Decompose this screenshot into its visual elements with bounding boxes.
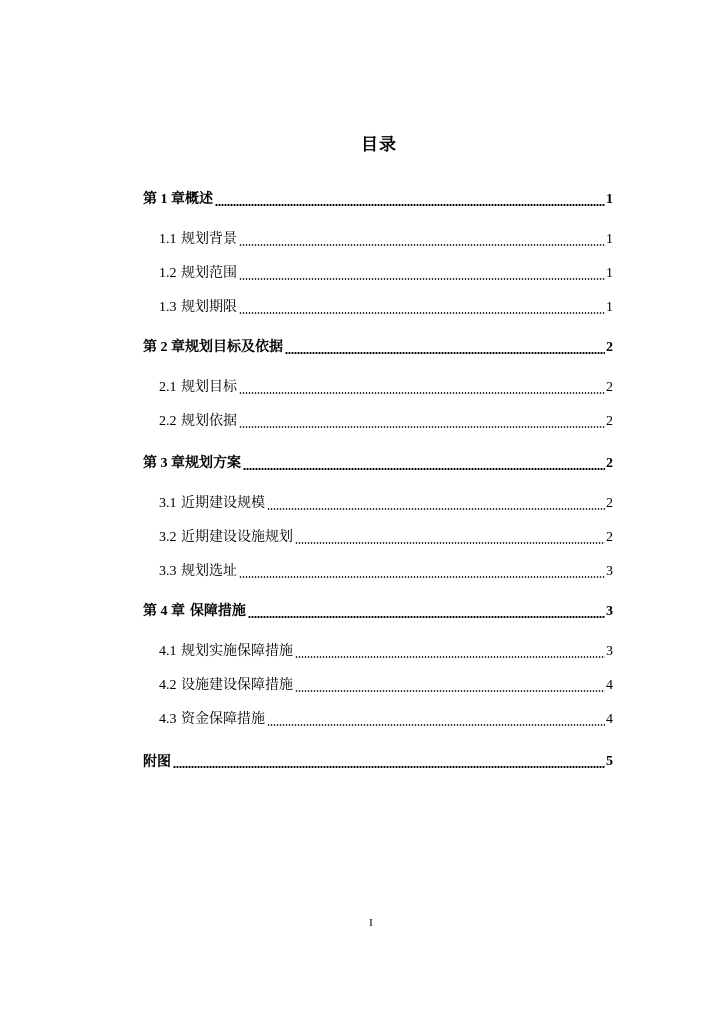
toc-entry-text: 规划目标及依据 bbox=[185, 339, 283, 355]
dot-leader bbox=[248, 616, 605, 618]
toc-entry-label bbox=[143, 453, 242, 474]
toc-entry-label bbox=[159, 561, 238, 582]
toc-entry-number: 2.1 bbox=[159, 380, 177, 395]
toc-entry-text: 资金保障措施 bbox=[180, 711, 265, 727]
toc-entry-label bbox=[159, 411, 238, 432]
toc-entry-chapter-4[interactable] bbox=[143, 598, 613, 622]
toc-entry-label bbox=[143, 189, 214, 210]
toc-entry-chapter-3[interactable] bbox=[143, 450, 613, 474]
toc-entry-label bbox=[159, 527, 294, 548]
toc-entry-number: 4.1 bbox=[159, 644, 177, 659]
toc-entry-page: 2 bbox=[606, 414, 613, 429]
toc-entry-page: 1 bbox=[606, 266, 613, 281]
toc-entry-label bbox=[159, 675, 294, 696]
toc-entry-section-4-3[interactable] bbox=[159, 706, 613, 730]
dot-leader bbox=[243, 468, 605, 470]
dot-leader bbox=[239, 426, 605, 428]
toc-entry-number: 4.3 bbox=[159, 712, 177, 727]
toc-entry-label bbox=[159, 297, 238, 318]
toc-entry-label bbox=[143, 601, 247, 622]
toc-entry-page: 1 bbox=[606, 192, 613, 207]
toc-entry-chapter-2[interactable] bbox=[143, 334, 613, 358]
toc-entry-section-3-3[interactable] bbox=[159, 558, 613, 582]
toc-entry-text: 规划选址 bbox=[180, 563, 237, 579]
toc-entry-appendix[interactable] bbox=[143, 748, 613, 772]
toc-entry-section-2-1[interactable] bbox=[159, 374, 613, 398]
toc-entry-text: 近期建设设施规划 bbox=[180, 529, 293, 545]
toc-entry-page: 3 bbox=[606, 564, 613, 579]
toc-entry-page: 4 bbox=[606, 712, 613, 727]
toc-entry-section-1-3[interactable] bbox=[159, 294, 613, 318]
toc-entry-label bbox=[159, 493, 266, 514]
toc-entry-chapter-1[interactable] bbox=[143, 186, 613, 210]
toc-entry-number: 第 1 章 bbox=[143, 192, 185, 207]
dot-leader bbox=[285, 352, 605, 354]
toc-entry-text: 规划方案 bbox=[185, 455, 241, 471]
toc-entry-text: 规划背景 bbox=[180, 231, 237, 247]
toc-entry-section-1-1[interactable] bbox=[159, 226, 613, 250]
toc-entry-number: 3.3 bbox=[159, 564, 177, 579]
toc-entry-page: 5 bbox=[606, 754, 613, 769]
dot-leader bbox=[239, 312, 605, 314]
toc-entry-page: 2 bbox=[606, 530, 613, 545]
toc-entry-text: 近期建设规模 bbox=[180, 495, 265, 511]
toc-entry-text: 规划实施保障措施 bbox=[180, 643, 293, 659]
page-number-footer: I bbox=[369, 917, 373, 929]
toc-entry-label bbox=[143, 337, 284, 358]
toc-entry-section-1-2[interactable] bbox=[159, 260, 613, 284]
toc-entry-text: 附图 bbox=[143, 754, 171, 770]
toc-entry-page: 2 bbox=[606, 380, 613, 395]
dot-leader bbox=[295, 690, 605, 692]
toc-entry-text: 规划期限 bbox=[180, 299, 237, 315]
toc-entry-label bbox=[159, 641, 294, 662]
toc-entry-section-4-2[interactable] bbox=[159, 672, 613, 696]
toc-entry-page: 2 bbox=[606, 456, 613, 471]
toc-entry-number: 4.2 bbox=[159, 678, 177, 693]
toc-entry-text: 规划范围 bbox=[180, 265, 237, 281]
toc-entry-text: 保障措施 bbox=[185, 603, 246, 619]
dot-leader bbox=[173, 766, 605, 768]
dot-leader bbox=[295, 656, 605, 658]
toc-entry-page: 1 bbox=[606, 232, 613, 247]
toc-entry-number: 第 3 章 bbox=[143, 456, 185, 471]
toc-entry-page: 2 bbox=[606, 340, 613, 355]
toc-entry-label bbox=[159, 709, 266, 730]
dot-leader bbox=[215, 204, 605, 206]
toc-entry-text: 规划目标 bbox=[180, 379, 237, 395]
toc-entry-label bbox=[159, 263, 238, 284]
toc-entry-page: 3 bbox=[606, 644, 613, 659]
toc-entry-page: 3 bbox=[606, 604, 613, 619]
toc-entry-section-3-2[interactable] bbox=[159, 524, 613, 548]
toc-entry-page: 2 bbox=[606, 496, 613, 511]
dot-leader bbox=[267, 724, 605, 726]
toc-entry-section-3-1[interactable] bbox=[159, 490, 613, 514]
dot-leader bbox=[267, 508, 605, 510]
toc-entry-section-4-1[interactable] bbox=[159, 638, 613, 662]
dot-leader bbox=[295, 542, 605, 544]
toc-entry-number: 1.1 bbox=[159, 232, 177, 247]
toc-entry-number: 1.3 bbox=[159, 300, 177, 315]
toc-entry-label bbox=[143, 752, 172, 772]
toc-entry-number: 3.1 bbox=[159, 496, 177, 511]
toc-entry-number: 第 4 章 bbox=[143, 604, 185, 619]
toc-entry-number: 1.2 bbox=[159, 266, 177, 281]
toc-title: 目录 bbox=[361, 135, 397, 155]
toc-entry-text: 规划依据 bbox=[180, 413, 237, 429]
dot-leader bbox=[239, 392, 605, 394]
toc-entry-number: 3.2 bbox=[159, 530, 177, 545]
toc-entry-label bbox=[159, 229, 238, 250]
toc-entry-section-2-2[interactable] bbox=[159, 408, 613, 432]
toc-entry-text: 概述 bbox=[185, 191, 213, 207]
toc-entry-number: 第 2 章 bbox=[143, 340, 185, 355]
toc-entry-number: 2.2 bbox=[159, 414, 177, 429]
toc-entry-text: 设施建设保障措施 bbox=[180, 677, 293, 693]
toc-entry-page: 1 bbox=[606, 300, 613, 315]
dot-leader bbox=[239, 576, 605, 578]
dot-leader bbox=[239, 278, 605, 280]
dot-leader bbox=[239, 244, 605, 246]
toc-entry-label bbox=[159, 377, 238, 398]
toc-entry-page: 4 bbox=[606, 678, 613, 693]
